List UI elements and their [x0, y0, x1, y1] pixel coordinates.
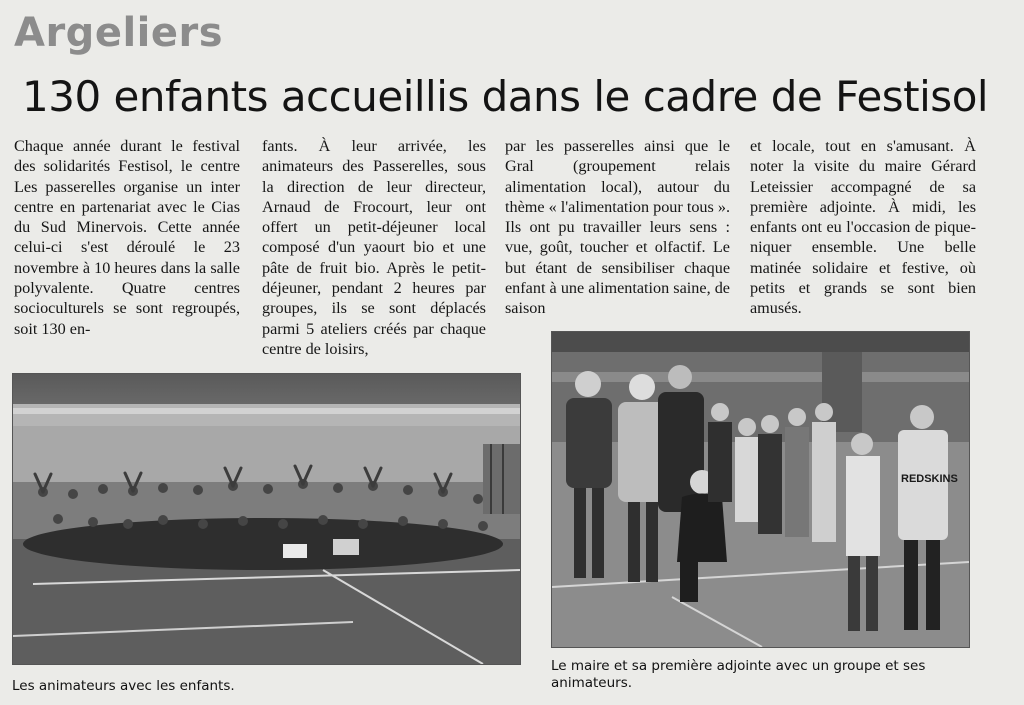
article-headline: 130 enfants accueillis dans le cadre de Festisol — [22, 72, 989, 121]
bleed-through-bottom — [700, 660, 1024, 705]
column-2-text: fants. À leur arrivée, les animateurs des Passerelles, sous la direction de leur directeur, Arnaud de Frocourt, leur ont offert un petit-déjeuner local composé d'un yaourt bio et une pâte de fruit bio. Après le petit-déjeuner, pendant 2 heures par groupes, ils se sont déplacés parmi 5 ateliers créés par chaque centre de loisirs, — [262, 137, 486, 358]
column-1-text: Chaque année durant le festival des solidarités Festisol, le centre Les passerelles organise un inter centre en partenariat avec le Cias du Sud Minervois. Cette année celui-ci s'est déroulé le 23 novembre à 10 heures dans la salle polyvalente. Quatre centres socioculturels se sont regroupés, soit 130 en- — [14, 137, 240, 338]
gym-scene-illustration — [13, 374, 520, 664]
column-4-text: et locale, tout en s'amusant. À noter la visite du maire Gérard Leteissier accompagné de sa première adjointe. À midi, les enfants ont eu l'occasion de pique-niquer ensemble. Une belle matinée solidaire et festive, où petits et grands se sont bien amusés. — [750, 137, 976, 318]
shirt-text: REDSKINS — [901, 473, 958, 485]
article-column-2 — [262, 136, 486, 359]
article-column-3 — [505, 136, 730, 319]
bleed-through-top — [250, 0, 1010, 60]
photo-mayor-group — [551, 331, 970, 648]
photo-children-gym — [12, 373, 521, 665]
photo-2-caption: Le maire et sa première adjointe avec un groupe et ses animateurs. — [551, 658, 926, 691]
photo-1-caption: Les animateurs avec les enfants. — [12, 678, 235, 694]
group-scene-illustration — [552, 332, 969, 647]
column-3-text: par les passerelles ainsi que le Gral (groupement relais alimentation local), autour du thème « l'alimentation pour tous ». Ils ont pu travailler leurs sens : vue, goût, toucher et olfactif. Le but étant de sensibiliser chaque enfant à une alimentation saine, de saison — [505, 137, 731, 318]
article-column-4 — [750, 136, 976, 319]
article-column-1 — [14, 136, 240, 339]
section-kicker: Argeliers — [14, 10, 224, 56]
